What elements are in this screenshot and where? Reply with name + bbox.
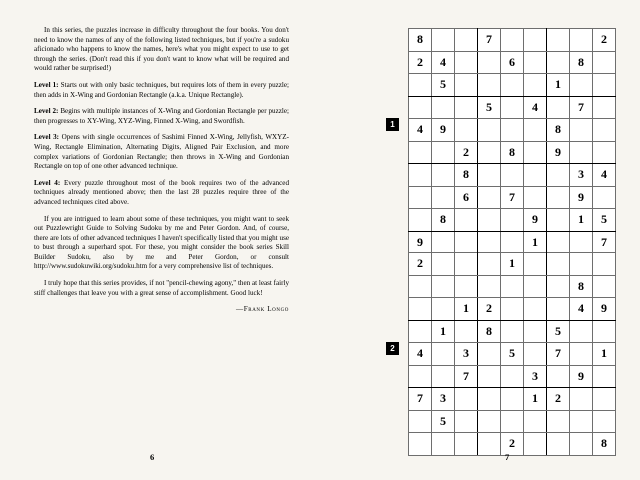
table-row bbox=[409, 388, 616, 411]
cell-r5c0[interactable] bbox=[409, 365, 432, 388]
cell-r8c0[interactable] bbox=[409, 433, 432, 456]
cell-r0c4[interactable]: 1 bbox=[501, 253, 524, 276]
cell-r2c1[interactable]: 5 bbox=[432, 74, 455, 97]
cell-r7c5[interactable] bbox=[524, 186, 547, 209]
cell-r5c8[interactable] bbox=[593, 365, 616, 388]
level-4-paragraph bbox=[34, 179, 289, 208]
page-number-left: 6 bbox=[150, 452, 155, 462]
cell-r7c0[interactable] bbox=[409, 410, 432, 433]
cell-r6c8[interactable]: 4 bbox=[593, 164, 616, 187]
cell-r7c7[interactable]: 9 bbox=[570, 186, 593, 209]
cell-r7c4[interactable]: 7 bbox=[501, 186, 524, 209]
table-row bbox=[409, 275, 616, 298]
cell-r3c7[interactable] bbox=[570, 320, 593, 343]
cell-r2c7[interactable]: 4 bbox=[570, 298, 593, 321]
cell-r4c7[interactable] bbox=[570, 119, 593, 142]
cell-r6c3[interactable] bbox=[478, 164, 501, 187]
cell-r6c7[interactable]: 3 bbox=[570, 164, 593, 187]
cell-r8c8[interactable]: 8 bbox=[593, 433, 616, 456]
cell-r3c1[interactable] bbox=[432, 96, 455, 119]
cell-r1c0[interactable]: 2 bbox=[409, 51, 432, 74]
cell-r3c8[interactable] bbox=[593, 320, 616, 343]
cell-r5c2[interactable]: 7 bbox=[455, 365, 478, 388]
cell-r2c0[interactable] bbox=[409, 74, 432, 97]
cell-r9c6[interactable] bbox=[547, 231, 570, 254]
level-1-text: Starts out with only basic techniques, but requires lots of them in every puzzle; then adds in X-Wing and Gordonian Rectangle (a.k.a. Unique Rectangle). bbox=[34, 80, 290, 99]
cell-r2c4[interactable] bbox=[501, 298, 524, 321]
left-page-text-column bbox=[34, 26, 289, 436]
cell-r8c1[interactable] bbox=[432, 433, 455, 456]
table-row bbox=[409, 433, 616, 456]
cell-r0c6[interactable] bbox=[547, 29, 570, 52]
puzzle-2-number: 2 bbox=[386, 342, 399, 355]
cell-r9c3[interactable] bbox=[478, 231, 501, 254]
cell-r6c5[interactable]: 1 bbox=[524, 388, 547, 411]
cell-r1c6[interactable] bbox=[547, 275, 570, 298]
cell-r7c2[interactable]: 6 bbox=[455, 186, 478, 209]
cell-r4c4[interactable]: 5 bbox=[501, 343, 524, 366]
cell-r0c3[interactable] bbox=[478, 253, 501, 276]
cell-r0c8[interactable]: 2 bbox=[593, 29, 616, 52]
table-row bbox=[409, 29, 616, 52]
cell-r2c6[interactable]: 1 bbox=[547, 74, 570, 97]
cell-r6c0[interactable]: 7 bbox=[409, 388, 432, 411]
cell-r4c5[interactable] bbox=[524, 343, 547, 366]
cell-r6c5[interactable] bbox=[524, 164, 547, 187]
cell-r1c1[interactable]: 4 bbox=[432, 51, 455, 74]
cell-r0c7[interactable] bbox=[570, 253, 593, 276]
cell-r7c1[interactable]: 5 bbox=[432, 410, 455, 433]
level-2-paragraph bbox=[34, 107, 289, 126]
cell-r1c5[interactable] bbox=[524, 51, 547, 74]
cell-r5c7[interactable]: 9 bbox=[570, 365, 593, 388]
puzzle-1-container bbox=[390, 28, 616, 254]
cell-r7c4[interactable] bbox=[501, 410, 524, 433]
cell-r4c3[interactable] bbox=[478, 343, 501, 366]
cell-r1c7[interactable]: 8 bbox=[570, 275, 593, 298]
author-signature: —Frank Longo bbox=[236, 305, 289, 314]
cell-r4c6[interactable]: 8 bbox=[547, 119, 570, 142]
cell-r1c3[interactable] bbox=[478, 51, 501, 74]
cell-r2c3[interactable] bbox=[478, 74, 501, 97]
cell-r4c7[interactable] bbox=[570, 343, 593, 366]
cell-r6c4[interactable] bbox=[501, 388, 524, 411]
cell-r1c3[interactable] bbox=[478, 275, 501, 298]
resources-paragraph: If you are intrigued to learn about some of these techniques, you might want to seek out Puzzlewright Guide to Solving Sudoku by me and Peter Gordon. And, of course, there are lots of other advanced techniques I haven't specifically listed that you might use to bust through a superhard spot. For these, you might consider the book series Skill Builder Sudoku, also by me and Peter Gordon, or consult http://www.sudokuwiki.org/sudoku.htm for a very comprehensive list of techniques. bbox=[34, 214, 289, 271]
cell-r5c0[interactable] bbox=[409, 141, 432, 164]
cell-r3c8[interactable] bbox=[593, 96, 616, 119]
cell-r0c2[interactable] bbox=[455, 253, 478, 276]
cell-r1c0[interactable] bbox=[409, 275, 432, 298]
cell-r0c0[interactable]: 8 bbox=[409, 29, 432, 52]
table-row bbox=[409, 253, 616, 276]
cell-r3c1[interactable]: 1 bbox=[432, 320, 455, 343]
cell-r8c2[interactable] bbox=[455, 433, 478, 456]
cell-r2c0[interactable] bbox=[409, 298, 432, 321]
cell-r3c3[interactable]: 8 bbox=[478, 320, 501, 343]
table-row bbox=[409, 119, 616, 142]
table-row bbox=[409, 74, 616, 97]
cell-r2c1[interactable] bbox=[432, 298, 455, 321]
cell-r6c3[interactable] bbox=[478, 388, 501, 411]
cell-r4c2[interactable]: 3 bbox=[455, 343, 478, 366]
cell-r9c5[interactable]: 1 bbox=[524, 231, 547, 254]
cell-r4c8[interactable]: 1 bbox=[593, 343, 616, 366]
cell-r4c1[interactable] bbox=[432, 343, 455, 366]
cell-r1c8[interactable] bbox=[593, 51, 616, 74]
sudoku-grid-2[interactable] bbox=[408, 252, 616, 456]
cell-r9c1[interactable] bbox=[432, 231, 455, 254]
cell-r3c0[interactable] bbox=[409, 96, 432, 119]
cell-r4c3[interactable] bbox=[478, 119, 501, 142]
level-3-text: Opens with single occurrences of Sashimi Finned X-Wing, Jellyfish, WXYZ-Wing, Rectangle Elimination, Alternating Digits, Aligned Pair Exclusion, and more complex variations of Gordonian Rectangle; then throws in X-Wing and Gordonian Rectangle on top of one other advanced technique. bbox=[34, 133, 289, 171]
cell-r8c6[interactable] bbox=[547, 433, 570, 456]
cell-r4c4[interactable] bbox=[501, 119, 524, 142]
cell-r2c5[interactable] bbox=[524, 74, 547, 97]
cell-r9c7[interactable] bbox=[570, 231, 593, 254]
cell-r7c8[interactable] bbox=[593, 410, 616, 433]
table-row bbox=[409, 410, 616, 433]
cell-r5c5[interactable]: 3 bbox=[524, 365, 547, 388]
cell-r1c8[interactable] bbox=[593, 275, 616, 298]
closing-paragraph: I truly hope that this series provides, if not "pencil-chewing agony," then at least fairly stiff challenges that leave you with a great sense of accomplishment. Good luck! bbox=[34, 279, 289, 297]
level-1-paragraph bbox=[34, 81, 289, 100]
cell-r2c8[interactable]: 9 bbox=[593, 298, 616, 321]
cell-r5c5[interactable] bbox=[524, 141, 547, 164]
cell-r8c5[interactable] bbox=[524, 433, 547, 456]
cell-r3c7[interactable]: 7 bbox=[570, 96, 593, 119]
cell-r5c3[interactable] bbox=[478, 365, 501, 388]
cell-r2c5[interactable] bbox=[524, 298, 547, 321]
cell-r6c0[interactable] bbox=[409, 164, 432, 187]
cell-r0c5[interactable] bbox=[524, 29, 547, 52]
cell-r4c8[interactable] bbox=[593, 119, 616, 142]
table-row bbox=[409, 141, 616, 164]
cell-r7c8[interactable] bbox=[593, 186, 616, 209]
cell-r9c8[interactable]: 7 bbox=[593, 231, 616, 254]
cell-r3c4[interactable] bbox=[501, 96, 524, 119]
puzzle-1-number: 1 bbox=[386, 118, 399, 131]
cell-r7c5[interactable] bbox=[524, 410, 547, 433]
cell-r2c6[interactable] bbox=[547, 298, 570, 321]
cell-r3c5[interactable]: 4 bbox=[524, 96, 547, 119]
cell-r6c6[interactable]: 2 bbox=[547, 388, 570, 411]
cell-r8c7[interactable] bbox=[570, 433, 593, 456]
cell-r3c4[interactable] bbox=[501, 320, 524, 343]
cell-r0c6[interactable] bbox=[547, 253, 570, 276]
table-row bbox=[409, 186, 616, 209]
cell-r0c5[interactable] bbox=[524, 253, 547, 276]
cell-r7c2[interactable] bbox=[455, 410, 478, 433]
table-row bbox=[409, 96, 616, 119]
sudoku-grid-1[interactable] bbox=[408, 28, 616, 254]
cell-r0c1[interactable] bbox=[432, 29, 455, 52]
cell-r3c5[interactable] bbox=[524, 320, 547, 343]
cell-r5c4[interactable] bbox=[501, 365, 524, 388]
cell-r5c4[interactable]: 8 bbox=[501, 141, 524, 164]
cell-r5c7[interactable] bbox=[570, 141, 593, 164]
level-2-label: Level 2: bbox=[34, 107, 59, 116]
cell-r9c0[interactable]: 9 bbox=[409, 231, 432, 254]
cell-r0c0[interactable]: 2 bbox=[409, 253, 432, 276]
cell-r8c6[interactable] bbox=[547, 209, 570, 232]
cell-r3c0[interactable] bbox=[409, 320, 432, 343]
level-1-label: Level 1: bbox=[34, 80, 59, 89]
cell-r8c5[interactable]: 9 bbox=[524, 209, 547, 232]
cell-r6c2[interactable] bbox=[455, 388, 478, 411]
cell-r1c7[interactable]: 8 bbox=[570, 51, 593, 74]
cell-r0c8[interactable] bbox=[593, 253, 616, 276]
cell-r1c6[interactable] bbox=[547, 51, 570, 74]
cell-r8c0[interactable] bbox=[409, 209, 432, 232]
cell-r0c2[interactable] bbox=[455, 29, 478, 52]
cell-r7c6[interactable] bbox=[547, 410, 570, 433]
table-row bbox=[409, 164, 616, 187]
cell-r5c1[interactable] bbox=[432, 141, 455, 164]
cell-r7c3[interactable] bbox=[478, 186, 501, 209]
table-row bbox=[409, 343, 616, 366]
cell-r0c7[interactable] bbox=[570, 29, 593, 52]
cell-r7c6[interactable] bbox=[547, 186, 570, 209]
puzzle-2-container bbox=[390, 252, 616, 456]
cell-r8c3[interactable] bbox=[478, 209, 501, 232]
cell-r4c0[interactable]: 4 bbox=[409, 119, 432, 142]
cell-r8c2[interactable] bbox=[455, 209, 478, 232]
cell-r1c5[interactable] bbox=[524, 275, 547, 298]
cell-r1c2[interactable] bbox=[455, 51, 478, 74]
level-4-text: Every puzzle throughout most of the book requires two of the advanced techniques already mentioned above; then the last 28 puzzles require three of the advanced techniques cited above. bbox=[34, 178, 290, 206]
cell-r5c2[interactable]: 2 bbox=[455, 141, 478, 164]
table-row bbox=[409, 298, 616, 321]
cell-r5c3[interactable] bbox=[478, 141, 501, 164]
cell-r1c4[interactable]: 6 bbox=[501, 51, 524, 74]
cell-r5c6[interactable] bbox=[547, 365, 570, 388]
cell-r0c3[interactable]: 7 bbox=[478, 29, 501, 52]
level-3-paragraph bbox=[34, 133, 289, 171]
cell-r2c2[interactable]: 1 bbox=[455, 298, 478, 321]
cell-r2c2[interactable] bbox=[455, 74, 478, 97]
cell-r6c1[interactable] bbox=[432, 164, 455, 187]
table-row bbox=[409, 231, 616, 254]
level-4-label: Level 4: bbox=[34, 178, 61, 187]
cell-r8c4[interactable]: 2 bbox=[501, 433, 524, 456]
cell-r7c3[interactable] bbox=[478, 410, 501, 433]
cell-r9c2[interactable] bbox=[455, 231, 478, 254]
cell-r9c4[interactable] bbox=[501, 231, 524, 254]
cell-r6c8[interactable] bbox=[593, 388, 616, 411]
cell-r3c2[interactable] bbox=[455, 320, 478, 343]
cell-r0c1[interactable] bbox=[432, 253, 455, 276]
level-3-label: Level 3: bbox=[34, 133, 60, 142]
cell-r2c4[interactable] bbox=[501, 74, 524, 97]
intro-paragraph: In this series, the puzzles increase in difficulty throughout the four books. You don't need to know the names of any of the following listed techniques, but if you're a sudoku aficionado who happens to know the names, here's what you might expect to use to get through the series. (Don't read this if you don't want to know what will be required and would rather be surprised!) bbox=[34, 26, 289, 73]
cell-r4c2[interactable] bbox=[455, 119, 478, 142]
cell-r6c2[interactable]: 8 bbox=[455, 164, 478, 187]
cell-r7c1[interactable] bbox=[432, 186, 455, 209]
cell-r5c1[interactable] bbox=[432, 365, 455, 388]
cell-r4c1[interactable]: 9 bbox=[432, 119, 455, 142]
cell-r8c1[interactable]: 8 bbox=[432, 209, 455, 232]
cell-r3c6[interactable] bbox=[547, 96, 570, 119]
cell-r2c3[interactable]: 2 bbox=[478, 298, 501, 321]
cell-r6c7[interactable] bbox=[570, 388, 593, 411]
cell-r5c8[interactable] bbox=[593, 141, 616, 164]
table-row bbox=[409, 365, 616, 388]
cell-r7c7[interactable] bbox=[570, 410, 593, 433]
cell-r6c1[interactable]: 3 bbox=[432, 388, 455, 411]
cell-r0c4[interactable] bbox=[501, 29, 524, 52]
cell-r8c8[interactable]: 5 bbox=[593, 209, 616, 232]
page-number-right: 7 bbox=[505, 452, 510, 462]
table-row bbox=[409, 209, 616, 232]
cell-r1c2[interactable] bbox=[455, 275, 478, 298]
cell-r8c4[interactable] bbox=[501, 209, 524, 232]
cell-r2c7[interactable] bbox=[570, 74, 593, 97]
cell-r6c6[interactable] bbox=[547, 164, 570, 187]
cell-r2c8[interactable] bbox=[593, 74, 616, 97]
cell-r1c4[interactable] bbox=[501, 275, 524, 298]
table-row bbox=[409, 51, 616, 74]
cell-r6c4[interactable] bbox=[501, 164, 524, 187]
cell-r3c3[interactable]: 5 bbox=[478, 96, 501, 119]
cell-r7c0[interactable] bbox=[409, 186, 432, 209]
cell-r1c1[interactable] bbox=[432, 275, 455, 298]
cell-r4c5[interactable] bbox=[524, 119, 547, 142]
cell-r8c7[interactable]: 1 bbox=[570, 209, 593, 232]
cell-r8c3[interactable] bbox=[478, 433, 501, 456]
cell-r4c0[interactable]: 4 bbox=[409, 343, 432, 366]
table-row bbox=[409, 320, 616, 343]
cell-r4c6[interactable]: 7 bbox=[547, 343, 570, 366]
cell-r3c6[interactable]: 5 bbox=[547, 320, 570, 343]
cell-r3c2[interactable] bbox=[455, 96, 478, 119]
cell-r5c6[interactable]: 9 bbox=[547, 141, 570, 164]
level-2-text: Begins with multiple instances of X-Wing and Gordonian Rectangle per puzzle; then progresses to XY-Wing, XYZ-Wing, Finned X-Wing, and Swordfish. bbox=[34, 107, 289, 125]
